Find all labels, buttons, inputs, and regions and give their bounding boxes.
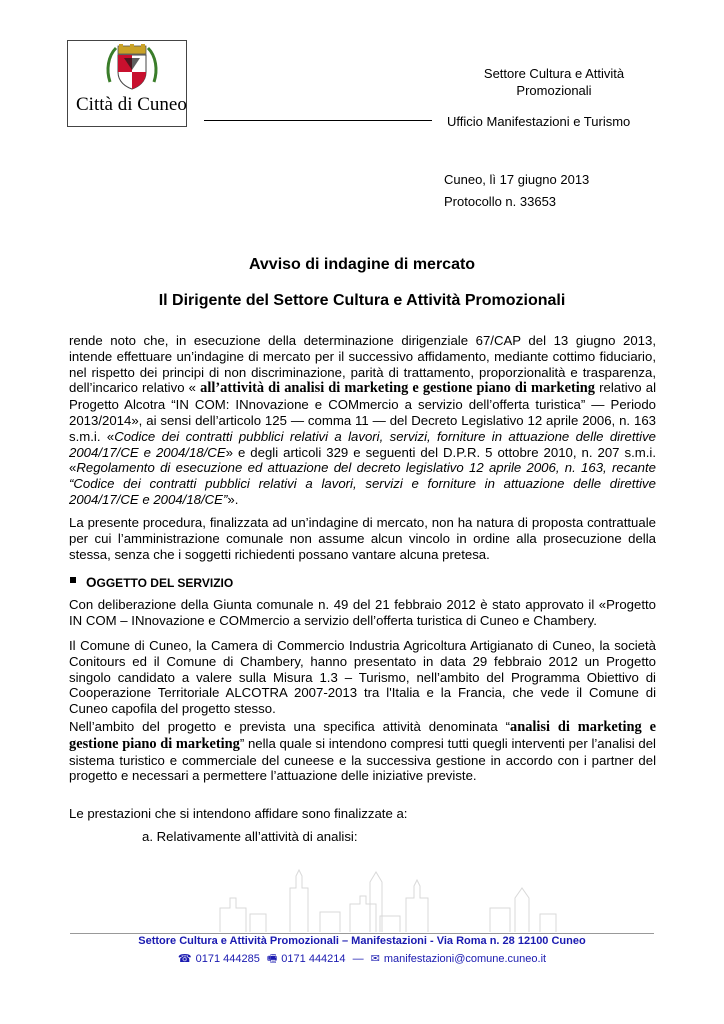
document-subtitle: Il Dirigente del Settore Cultura e Attività Promozionali xyxy=(158,292,566,309)
bullet-square-icon xyxy=(70,577,76,583)
bold-activity-name: analisi di marketing e gestione piano di marketing xyxy=(69,719,656,752)
footer-fax: 0171 444214 xyxy=(281,953,346,965)
paragraph-deliberation: Con deliberazione della Giunta comunale n. 49 del 21 febbraio 2012 è stato approvato il «Progetto IN COM – INnovazione e COMmercio a servizio dell’offerta turistica di Cuneo e Chambery. xyxy=(69,597,656,628)
text-run: ” nella quale si intendono compresi tutti quegli interventi per l’analisi del sistema turistico e commerciale del cuneese e la successiva gestione in accordo con i partner del progetto e necessari a permettere l’attuazione delle iniziative previste. xyxy=(69,735,656,784)
bold-activity-name: all’attività di analisi di marketing e gestione piano di marketing xyxy=(200,380,595,397)
section-initial: O xyxy=(86,575,97,590)
protocol-number: Protocollo n. 33653 xyxy=(444,194,557,209)
list-item-a: a. Relativamente all’attività di analisi: xyxy=(142,829,358,844)
document-date: Cuneo, lì 17 giugno 2013 xyxy=(444,172,590,187)
paragraph-intro xyxy=(69,333,656,508)
paragraph-procedure: La presente procedura, finalizzata ad un’indagine di mercato, non ha natura di proposta contrattuale per cui l’amministrazione comunale non assume alcun vincolo in ordine alla prosecuzione della stessa, senza che i soggetti richiedenti possano vantare alcuna pretesa. xyxy=(69,515,656,562)
footer-phone: 0171 444285 xyxy=(195,953,260,965)
sector-name xyxy=(438,65,670,99)
footer-email[interactable]: manifestazioni@comune.cuneo.it xyxy=(383,953,547,965)
city-crest-icon xyxy=(104,42,160,92)
section-heading xyxy=(86,575,233,590)
document-title: Avviso di indagine di mercato xyxy=(248,256,476,273)
logo-text: Città di Cuneo xyxy=(76,94,187,115)
text-run: ». xyxy=(227,491,239,507)
footer-divider xyxy=(70,933,654,934)
text-run: » e degli articoli 329 e seguenti del D.P.R. 5 ottobre 2010, n. 207 s.m.i. « xyxy=(69,444,657,476)
paragraph-partners: Il Comune di Cuneo, la Camera di Commercio Industria Agricoltura Artigianato di Cuneo, la società Conitours ed il Comune di Chambery, hanno presentato in data 29 febbraio 2012 un Progetto singolo candidato a valere sulla Misura 1.3 – Turismo, nell’ambito del Programma Obiettivo di Cooperazione Territoriale ALCOTRA 2007-2013 tra l'Italia e la Francia, che vede il Comune di Cuneo capofila del progetto stesso. xyxy=(69,638,656,717)
paragraph-services: Le prestazioni che si intendono affidare sono finalizzate a: xyxy=(69,806,408,821)
office-name: Ufficio Manifestazioni e Turismo xyxy=(447,114,631,129)
fax-icon: 🖷 xyxy=(266,953,278,965)
text-run: relativo al Progetto Alcotra “IN COM: INnovazione e COMmercio a servizio dell’offerta turistica” — Periodo 2013/2014», ai sensi dell’articolo 125 — comma 11 — del Decreto Legislativo 12 aprile 2006, n. 163 s.m.i. « xyxy=(69,380,656,444)
footer-address: Settore Cultura e Attività Promozionali – Manifestazioni - Via Roma n. 28 12100 Cuneo xyxy=(138,935,586,947)
paragraph-activity xyxy=(69,719,656,784)
section-rest: GGETTO DEL SERVIZIO xyxy=(96,576,234,590)
sector-line-2: Promozionali xyxy=(516,83,592,98)
sector-line-1: Settore Cultura e Attività xyxy=(483,66,625,81)
footer-contacts xyxy=(0,950,724,969)
footer-dash: — xyxy=(352,953,364,965)
text-run: rende noto che, in esecuzione della determinazione dirigenziale 67/CAP del 13 giugno 2013, intende effettuare un’indagine di mercato per il successivo affidamento, mediante cottimo fiduciario, nel rispetto dei principi di non discriminazione, parità di trattamento, proporzionalità e trasparenza, dell’incarico relativo « xyxy=(69,333,656,396)
italic-regulation-title: Regolamento di esecuzione ed attuazione del decreto legislativo 12 aprile 2006, n. 163, recante “Codice dei contratti pubblici relativi a lavori, servizi e forniture in attuazione delle direttive 2004/17/CE e 2004/18/CE” xyxy=(69,460,656,507)
header-divider xyxy=(204,120,432,121)
telephone-icon: ☎ xyxy=(177,953,192,965)
text-run: Nell’ambito del progetto e prevista una specifica attività denominata “ xyxy=(69,719,511,734)
email-icon: ✉ xyxy=(370,953,380,965)
city-skyline-icon xyxy=(70,868,654,933)
italic-law-title: Codice dei contratti pubblici relativi a lavori, servizi, forniture in attuazione delle direttive 2004/17/CE e 2004/18/CE xyxy=(69,428,657,460)
